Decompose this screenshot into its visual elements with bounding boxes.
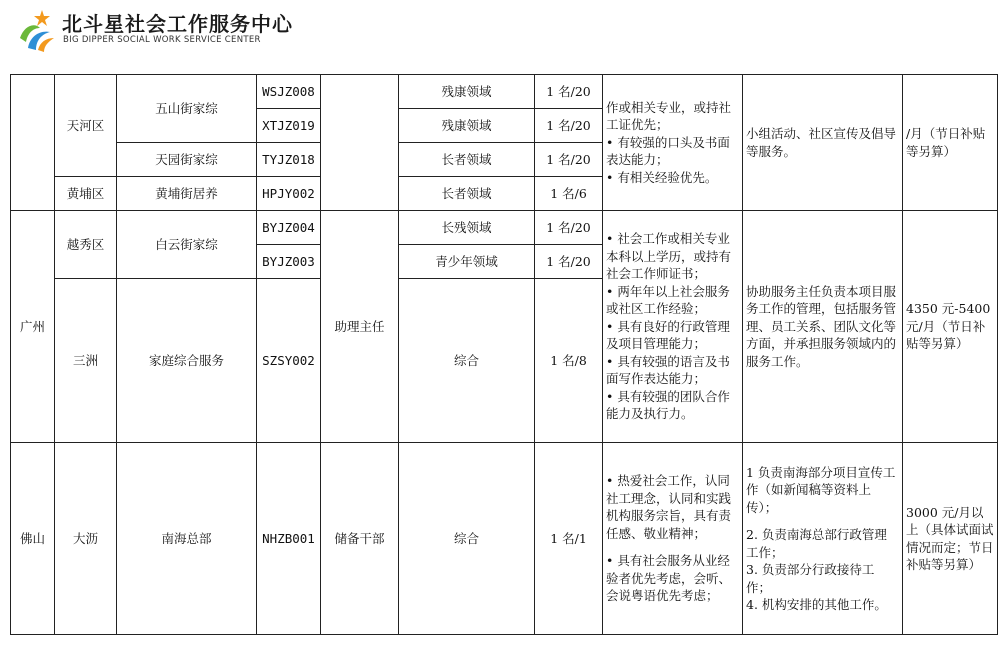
district-cell: 黄埔区	[55, 177, 117, 211]
table-row	[11, 211, 998, 245]
position-cell: 储备干部	[321, 443, 399, 635]
code-cell: BYJZ003	[257, 245, 321, 279]
district-cell: 三洲	[55, 279, 117, 443]
requirement-item: • 有较强的口头及书面表达能力；	[606, 134, 730, 168]
salary-cell: /月（节日补贴等另算）	[903, 75, 998, 211]
org-name-cn: 北斗星社会工作服务中心	[62, 12, 293, 36]
salary-cell: 3000 元/月以上（具体试面试情况而定；节日补贴等另算）	[903, 443, 998, 635]
job-positions-table	[10, 74, 998, 635]
position-cell-continued	[321, 75, 399, 211]
district-cell: 大沥	[55, 443, 117, 635]
code-cell: TYJZ018	[257, 143, 321, 177]
unit-cell: 白云街家综	[117, 211, 257, 279]
unit-cell: 家庭综合服务	[117, 279, 257, 443]
requirement-item: • 社会工作或相关专业本科以上学历，或持有社会工作师证书；	[606, 231, 732, 282]
requirement-item: • 具有社会服务从业经验者优先考虑，会听、会说粤语优先考虑；	[606, 553, 732, 604]
unit-cell: 南海总部	[117, 443, 257, 635]
duty-item: 3. 负责部分行政接待工作；	[746, 562, 875, 595]
count-cell: 1 名/20	[535, 143, 603, 177]
page-header	[0, 0, 1000, 70]
count-cell: 1 名/20	[535, 245, 603, 279]
district-cell: 天河区	[55, 75, 117, 177]
org-name-en: BIG DIPPER SOCIAL WORK SERVICE CENTER	[63, 35, 261, 45]
duty-item: 2. 负责南海总部行政管理工作；	[746, 527, 887, 560]
district-cell: 越秀区	[55, 211, 117, 279]
requirement-item: • 有相关经验优先。	[606, 169, 718, 185]
count-cell: 1 名/20	[535, 211, 603, 245]
field-cell: 长残领域	[399, 211, 535, 245]
duties-cell	[743, 443, 903, 635]
code-cell: XTJZ019	[257, 109, 321, 143]
duty-item: 4. 机构安排的其他工作。	[746, 597, 887, 612]
field-cell: 综合	[399, 443, 535, 635]
requirements-cell	[603, 75, 743, 211]
requirements-cell	[603, 211, 743, 443]
unit-cell: 五山街家综	[117, 75, 257, 143]
position-cell: 助理主任	[321, 211, 399, 443]
code-cell: BYJZ004	[257, 211, 321, 245]
table-row	[11, 75, 998, 109]
field-cell: 长者领域	[399, 143, 535, 177]
requirement-item: • 具有较强的语言及书面写作表达能力；	[606, 353, 730, 387]
code-cell: HPJY002	[257, 177, 321, 211]
code-cell: WSJZ008	[257, 75, 321, 109]
code-cell: NHZB001	[257, 443, 321, 635]
duties-cell: 协助服务主任负责本项目服务工作的管理，包括服务管理、员工关系、团队文化等方面，并承担服务领域内的服务工作。	[743, 211, 903, 443]
count-cell: 1 名/1	[535, 443, 603, 635]
duties-cell: 小组活动、社区宣传及倡导等服务。	[743, 75, 903, 211]
field-cell: 长者领域	[399, 177, 535, 211]
requirement-item: • 具有良好的行政管理及项目管理能力；	[606, 318, 730, 352]
field-cell: 残康领域	[399, 75, 535, 109]
field-cell: 综合	[399, 279, 535, 443]
unit-cell: 黄埔街居养	[117, 177, 257, 211]
salary-cell: 4350 元-5400 元/月（节日补贴等另算）	[903, 211, 998, 443]
code-cell: SZSY002	[257, 279, 321, 443]
requirement-item: 作或相关专业，或持社工证优先；	[606, 99, 732, 133]
requirement-item: • 具有较强的团队合作能力及执行力。	[606, 388, 730, 422]
count-cell: 1 名/20	[535, 109, 603, 143]
city-cell: 佛山	[11, 443, 55, 635]
count-cell: 1 名/20	[535, 75, 603, 109]
count-cell: 1 名/6	[535, 177, 603, 211]
requirements-cell	[603, 443, 743, 635]
requirement-item: • 热爱社会工作，认同社工理念，认同和实践机构服务宗旨，具有责任感、敬业精神；	[606, 473, 732, 541]
field-cell: 残康领域	[399, 109, 535, 143]
unit-cell: 天园街家综	[117, 143, 257, 177]
city-cell: 广州	[11, 211, 55, 443]
count-cell: 1 名/8	[535, 279, 603, 443]
table-row	[11, 443, 998, 635]
city-cell-continued	[11, 75, 55, 211]
big-dipper-logo-icon	[14, 8, 58, 52]
field-cell: 青少年领域	[399, 245, 535, 279]
requirement-item: • 两年年以上社会服务或社区工作经验；	[606, 283, 730, 317]
duty-item: 1 负责南海部分项目宣传工作（如新闻稿等资料上传）；	[746, 464, 896, 515]
